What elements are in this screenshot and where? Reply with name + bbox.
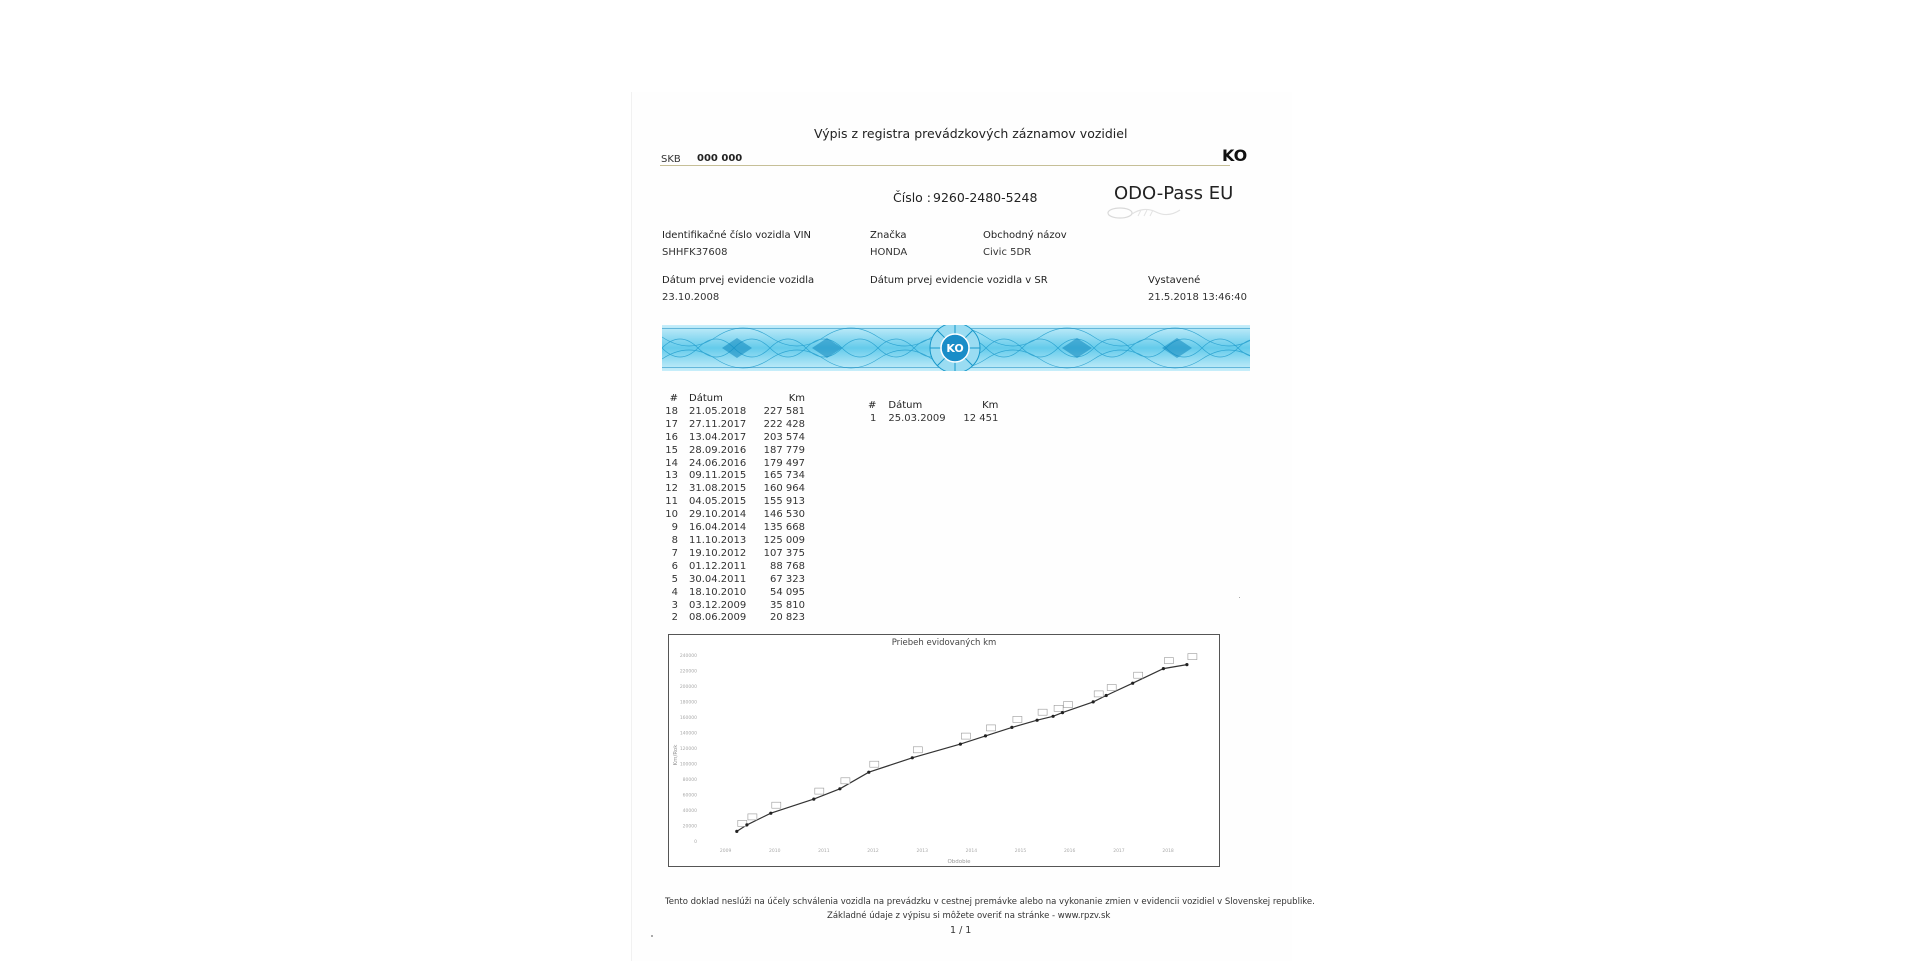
faded-stamp-icon	[1104, 204, 1184, 220]
table-row	[868, 413, 998, 426]
record-number: 9	[671, 522, 678, 534]
first-registration-label: Dátum prvej evidencie vozidla	[662, 275, 815, 286]
chart-x-tick-label: 2010	[769, 849, 781, 854]
cislo-value: 9260-2480-5248	[933, 190, 1038, 205]
record-km: 107 375	[763, 547, 805, 559]
trade-name-label: Obchodný názov	[983, 230, 1067, 241]
table-row	[662, 535, 805, 548]
chart-point	[984, 734, 987, 737]
chart-y-tick-label: 120000	[679, 747, 697, 752]
table-row	[662, 587, 805, 600]
mileage-table-left	[662, 393, 805, 625]
record-km: 222 428	[763, 418, 805, 430]
chart-point	[735, 830, 738, 833]
record-km: 146 530	[763, 509, 805, 521]
chart-x-tick-label: 2014	[965, 849, 978, 854]
record-km: 125 009	[763, 534, 805, 546]
chart-y-tick-label: 200000	[679, 685, 697, 690]
record-date: 11.10.2013	[689, 534, 747, 546]
chart-x-tick-label: 2016	[1063, 849, 1076, 854]
record-number: 18	[665, 405, 678, 417]
document-title: Výpis z registra prevádzkových záznamov vozidiel	[814, 126, 1128, 141]
mileage-chart-frame	[668, 634, 1220, 867]
record-date: 24.06.2016	[689, 457, 747, 469]
record-number: 16	[665, 431, 678, 443]
table-row	[662, 522, 805, 535]
chart-point	[959, 743, 962, 746]
col-number-header: #	[669, 393, 678, 404]
record-number: 11	[665, 496, 678, 508]
record-number: 12	[665, 483, 678, 495]
first-registration-sr-label: Dátum prvej evidencie vozidla v SR	[870, 275, 1048, 286]
product-name: ODO-Pass EU	[1114, 183, 1234, 204]
col-number-header: #	[868, 400, 877, 411]
chart-x-tick-label: 2015	[1014, 849, 1027, 854]
record-number: 15	[665, 444, 678, 456]
table-row	[662, 612, 805, 625]
table-row	[662, 458, 805, 471]
chart-y-tick-label: 140000	[679, 731, 697, 737]
table-row	[662, 470, 805, 483]
chart-y-tick-label: 60000	[682, 793, 697, 799]
record-date: 09.11.2015	[689, 470, 747, 482]
col-date-header: Dátum	[888, 400, 923, 411]
record-date: 21.05.2018	[689, 405, 747, 417]
chart-point	[1061, 711, 1064, 714]
chart-data-label-box	[870, 761, 879, 767]
ko-mark: KO	[1222, 146, 1248, 165]
chart-x-axis-label: Obdobie	[947, 859, 971, 865]
trade-name-value: Civic 5DR	[983, 247, 1032, 258]
chart-point	[1105, 694, 1108, 697]
page-number: 1 / 1	[950, 925, 972, 936]
chart-y-tick-label: 220000	[679, 669, 697, 675]
scan-speck	[651, 935, 653, 937]
col-km-header: Km	[788, 393, 805, 404]
chart-x-tick-label: 2018	[1162, 849, 1174, 854]
record-km: 135 668	[763, 522, 805, 534]
chart-y-tick-label: 240000	[679, 654, 697, 659]
record-date: 18.10.2010	[689, 586, 747, 598]
table-row	[662, 496, 805, 509]
record-number: 3	[671, 599, 678, 611]
chart-point	[812, 798, 815, 801]
record-date: 29.10.2014	[689, 509, 747, 521]
chart-y-tick-label: 40000	[682, 809, 697, 814]
record-date: 01.12.2011	[689, 560, 747, 572]
record-km: 179 497	[763, 457, 805, 469]
record-km: 155 913	[763, 496, 805, 508]
mileage-table-right	[868, 400, 998, 426]
record-number: 7	[671, 547, 678, 559]
table-row	[662, 509, 805, 522]
document-page	[631, 92, 1315, 961]
scan-speck	[1239, 597, 1240, 598]
record-date: 03.12.2009	[689, 599, 747, 611]
chart-data-label-box	[913, 747, 922, 753]
record-number: 10	[665, 509, 678, 521]
chart-y-tick-label: 100000	[679, 762, 697, 768]
table-row	[662, 600, 805, 613]
record-km: 187 779	[763, 444, 805, 456]
chart-data-label-box	[961, 733, 970, 739]
chart-data-label-box	[748, 814, 757, 820]
header-divider	[660, 165, 1230, 166]
record-number: 13	[665, 470, 678, 482]
chart-title: Priebeh evidovaných km	[891, 638, 997, 648]
chart-data-label-box	[987, 725, 996, 731]
table-row	[662, 406, 805, 419]
table-row	[662, 574, 805, 587]
chart-point	[1162, 667, 1165, 670]
chart-y-axis-label: Km/Rok	[673, 744, 679, 766]
record-date: 27.11.2017	[689, 418, 747, 430]
chart-point	[769, 812, 772, 815]
table-row	[662, 483, 805, 496]
record-number: 1	[870, 412, 877, 424]
chart-y-tick-label: 0	[694, 840, 697, 845]
chart-data-label-box	[815, 788, 824, 794]
chart-point	[1092, 700, 1095, 703]
record-km: 203 574	[763, 431, 805, 443]
chart-point	[1131, 682, 1134, 685]
record-number: 6	[671, 560, 678, 572]
record-number: 14	[665, 457, 678, 469]
verification-text: Základné údaje z výpisu si môžete overiť na stránke - www.rpzv.sk	[827, 911, 1111, 921]
chart-x-tick-label: 2009	[719, 849, 732, 854]
brand-label: Značka	[870, 230, 907, 241]
record-date: 04.05.2015	[689, 496, 747, 508]
record-date: 16.04.2014	[689, 522, 747, 534]
record-km: 160 964	[763, 483, 805, 495]
band-logo-text: KO	[946, 342, 964, 355]
chart-point	[838, 787, 841, 790]
record-date: 31.08.2015	[689, 483, 747, 495]
cislo-label: Číslo :	[893, 190, 932, 205]
table-row	[662, 419, 805, 432]
chart-data-label-box	[1164, 658, 1173, 664]
chart-y-tick-label: 160000	[679, 716, 697, 721]
first-registration-value: 23.10.2008	[662, 292, 720, 303]
chart-data-label-box	[841, 778, 850, 784]
record-number: 8	[671, 534, 678, 546]
chart-data-label-box	[1064, 702, 1073, 708]
chart-x-tick-label: 2017	[1113, 849, 1125, 854]
record-date: 13.04.2017	[689, 431, 747, 443]
chart-x-tick-label: 2013	[916, 849, 928, 854]
chart-data-label-box	[1107, 685, 1116, 691]
disclaimer-text: Tento doklad neslúži na účely schválenia vozidla na prevádzku v cestnej premávke alebo na vykonanie zmien v evidencii vozidiel v Slovenskej republike.	[665, 897, 1315, 907]
record-km: 67 323	[770, 573, 805, 585]
skb-value: 000 000	[697, 153, 743, 164]
col-km-header: Km	[982, 400, 999, 411]
chart-point	[1052, 715, 1055, 718]
record-number: 4	[671, 586, 678, 598]
chart-point	[1036, 719, 1039, 722]
chart-point	[911, 756, 914, 759]
chart-y-tick-label: 80000	[682, 778, 697, 783]
col-date-header: Dátum	[689, 393, 723, 404]
chart-point	[1010, 726, 1013, 729]
record-number: 17	[665, 418, 678, 430]
table-row	[662, 548, 805, 561]
chart-data-label-box	[1038, 709, 1047, 715]
record-number: 5	[671, 573, 678, 585]
chart-data-label-box	[772, 802, 781, 808]
chart-data-label-box	[1188, 654, 1197, 660]
chart-point	[867, 771, 870, 774]
record-km: 88 768	[770, 560, 805, 572]
issued-label: Vystavené	[1148, 275, 1201, 286]
chart-data-label-box	[1134, 672, 1143, 678]
record-km: 35 810	[770, 599, 805, 611]
security-band	[662, 325, 1250, 371]
record-km: 227 581	[763, 405, 805, 417]
chart-series-line	[737, 665, 1187, 832]
chart-y-tick-label: 20000	[682, 824, 697, 830]
table-row	[662, 561, 805, 574]
vin-label: Identifikačné číslo vozidla VIN	[662, 230, 812, 241]
record-date: 30.04.2011	[689, 573, 747, 585]
record-km: 54 095	[770, 586, 805, 598]
record-km: 165 734	[763, 470, 805, 482]
chart-data-label-box	[1094, 691, 1103, 697]
record-km: 12 451	[963, 412, 999, 424]
record-date: 08.06.2009	[689, 612, 747, 624]
vin-value: SHHFK37608	[662, 247, 728, 258]
record-number: 2	[671, 612, 678, 624]
record-date: 19.10.2012	[689, 547, 747, 559]
chart-point	[1185, 663, 1188, 666]
chart-x-tick-label: 2012	[867, 849, 879, 854]
chart-y-tick-label: 180000	[679, 700, 697, 706]
record-km: 20 823	[770, 612, 805, 624]
brand-value: HONDA	[870, 247, 908, 258]
chart-data-label-box	[1013, 716, 1022, 722]
table-row	[662, 432, 805, 445]
chart-point	[745, 823, 748, 826]
table-row	[662, 445, 805, 458]
skb-label: SKB	[661, 154, 681, 165]
mileage-chart	[669, 635, 1219, 866]
chart-data-label-box	[1054, 705, 1063, 711]
record-date: 28.09.2016	[689, 444, 747, 456]
chart-x-tick-label: 2011	[818, 849, 830, 854]
record-date: 25.03.2009	[888, 412, 946, 424]
issued-value: 21.5.2018 13:46:40	[1148, 292, 1247, 303]
